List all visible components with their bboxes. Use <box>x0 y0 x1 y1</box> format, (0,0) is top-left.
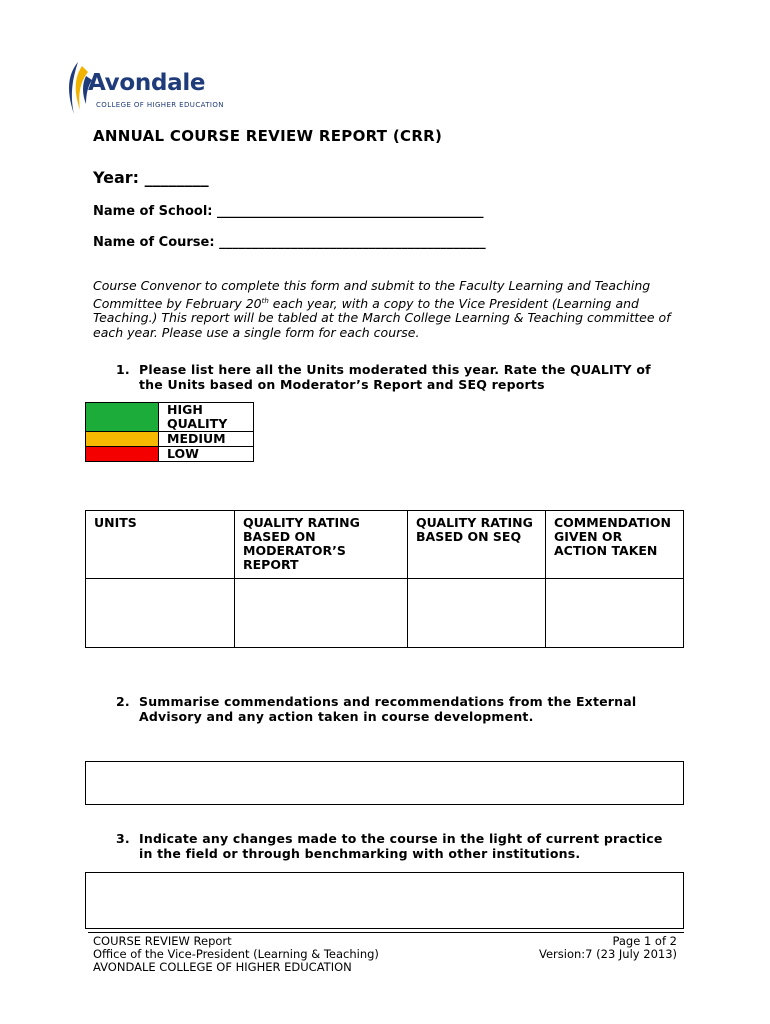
table-row <box>86 579 684 648</box>
page-number: Page 1 of 2 <box>612 934 677 948</box>
header-units: UNITS <box>86 511 235 579</box>
header-commendation: COMMENDATION GIVEN OR ACTION TAKEN <box>546 511 684 579</box>
year-field: Year: ________ <box>93 168 209 187</box>
header-seq-rating: QUALITY RATING BASED ON SEQ <box>408 511 546 579</box>
question-number: 3. <box>116 831 130 846</box>
footer-doc-title: COURSE REVIEW Report <box>93 934 232 948</box>
units-table <box>85 510 684 648</box>
legend-swatch-high <box>86 403 159 432</box>
question-text: Indicate any changes made to the course in the light of current practice in the field or through benchmarking with other institutions. <box>139 831 663 861</box>
page-title: ANNUAL COURSE REVIEW REPORT (CRR) <box>93 127 443 145</box>
question-1 <box>116 362 686 394</box>
legend-row-high <box>86 403 254 432</box>
legend-label-low: LOW <box>159 447 254 462</box>
footer-office: Office of the Vice-President (Learning & Teaching) <box>93 947 379 961</box>
course-field: Name of Course: _________________________________________ <box>93 235 486 250</box>
seq-rating-cell[interactable] <box>408 579 546 648</box>
question-2 <box>116 694 686 726</box>
moderator-rating-cell[interactable] <box>235 579 408 648</box>
avondale-logo <box>64 60 234 116</box>
instructions: Course Convenor to complete this form and submit to the Faculty Learning and Teaching Committee by February 20th each year, with a copy to the Vice President (Learning and Teaching.) This report will be tabled at the March College Learning & Teaching committee of each year. Please use a single form for each course. <box>93 278 671 340</box>
question-number: 2. <box>116 694 130 709</box>
table-header-row <box>86 511 684 579</box>
question-text: Summarise commendations and recommendations from the External Advisory and any action taken in course development. <box>139 694 637 724</box>
legend-row-low <box>86 447 254 462</box>
question-3 <box>116 831 686 863</box>
footer-divider <box>88 932 684 933</box>
school-field: Name of School: _________________________________________ <box>93 204 484 219</box>
logo-subtitle: COLLEGE OF HIGHER EDUCATION <box>96 101 224 109</box>
legend-swatch-low <box>86 447 159 462</box>
footer-right <box>520 935 677 961</box>
units-cell[interactable] <box>86 579 235 648</box>
legend-label-medium: MEDIUM <box>159 432 254 447</box>
footer-left <box>93 935 379 974</box>
q2-answer-box[interactable] <box>85 761 684 805</box>
commendation-cell[interactable] <box>546 579 684 648</box>
footer-institution: AVONDALE COLLEGE OF HIGHER EDUCATION <box>93 960 352 974</box>
q3-answer-box[interactable] <box>85 872 684 929</box>
logo-wordmark: Avondale <box>88 70 206 96</box>
header-moderator-rating: QUALITY RATING BASED ON MODERATOR’S REPORT <box>235 511 408 579</box>
legend-label-high: HIGH QUALITY <box>159 403 254 432</box>
question-text: Please list here all the Units moderated this year. Rate the QUALITY of the Units based on Moderator’s Report and SEQ reports <box>139 362 651 392</box>
version-info: Version:7 (23 July 2013) <box>539 947 677 961</box>
legend-row-medium <box>86 432 254 447</box>
question-number: 1. <box>116 362 130 377</box>
quality-legend <box>85 402 254 462</box>
legend-swatch-medium <box>86 432 159 447</box>
